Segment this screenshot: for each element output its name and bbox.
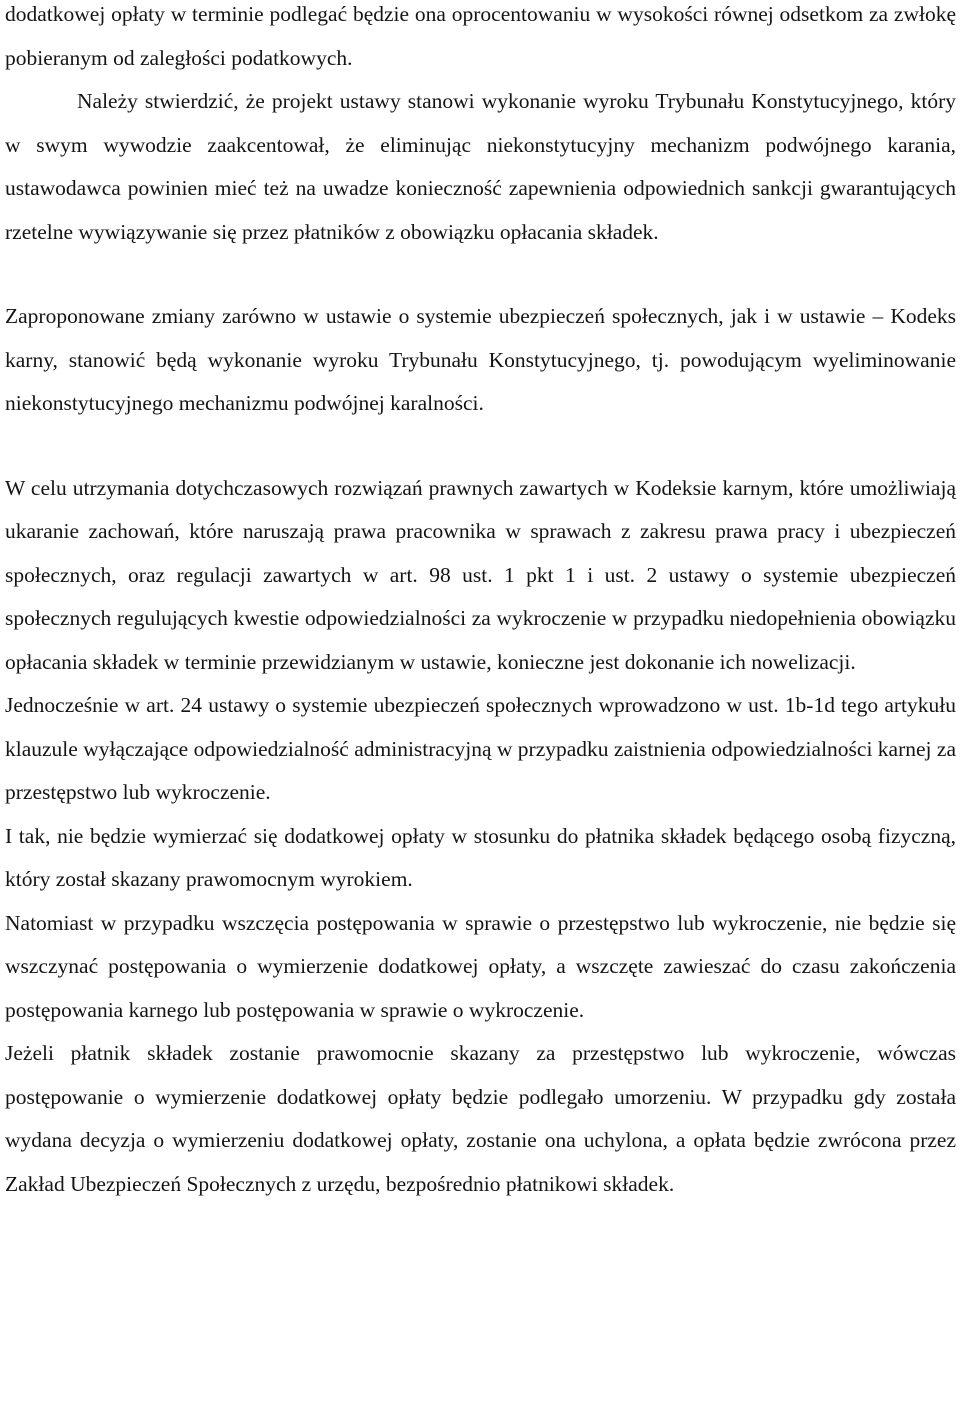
paragraph-proposed-changes: Zaproponowane zmiany zarówno w ustawie o systemie ubezpieczeń społecznych, jak i w ustawie – Kodeks karny, stanowić będą wykonanie wyroku Trybunału Konstytucyjnego, tj. powodującym wyeliminowanie niekonstytucyjnego mechanizmu podwójnej karalności. xyxy=(5,304,956,415)
document-page xyxy=(5,0,956,1206)
paragraph-continuation: dodatkowej opłaty w terminie podlegać będzie ona oprocentowaniu w wysokości równej odsetkom za zwłokę pobieranym od zaległości podatkowych. xyxy=(5,2,956,70)
paragraph-penal-code: W celu utrzymania dotychczasowych rozwiązań prawnych zawartych w Kodeksie karnym, które umożliwiają ukaranie zachowań, które naruszają prawa pracownika w sprawach z zakresu prawa pracy i ubezpieczeń społecznych, oraz regulacji zawartych w art. 98 ust. 1 pkt 1 i ust. 2 ustawy o systemie ubezpieczeń społecznych regulujących kwestie odpowiedzialności za wykroczenie w przypadku niedopełnienia obowiązku opłacania składek w terminie przewidzianym w ustawie, konieczne jest dokonanie ich nowelizacji. xyxy=(5,475,956,674)
paragraph-conviction: Jeżeli płatnik składek zostanie prawomocnie skazany za przestępstwo lub wykroczenie, wówczas postępowanie o wymierzenie dodatkowej opłaty będzie podlegało umorzeniu. W przypadku gdy została wydana decyzja o wymierzeniu dodatkowej opłaty, zostanie ona uchylona, a opłata będzie zwrócona przez Zakład Ubezpieczeń Społecznych z urzędu, bezpośrednio płatnikowi składek. xyxy=(5,1041,956,1196)
paragraph-no-fee: I tak, nie będzie wymierzać się dodatkowej opłaty w stosunku do płatnika składek będącego osobą fizyczną, który został skazany prawomocnym wyrokiem. xyxy=(5,823,956,891)
paragraph-article-24: Jednocześnie w art. 24 ustawy o systemie ubezpieczeń społecznych wprowadzono w ust. 1b-1d tego artykułu klauzule wyłączające odpowiedzialność administracyjną w przypadku zaistnienia odpowiedzialności karnej za przestępstwo lub wykroczenie. xyxy=(5,693,956,804)
paragraph-proceedings: Natomiast w przypadku wszczęcia postępowania w sprawie o przestępstwo lub wykroczenie, nie będzie się wszczynać postępowania o wymierzenie dodatkowej opłaty, a wszczęte zawieszać do czasu zakończenia postępowania karnego lub postępowania w sprawie o wykroczenie. xyxy=(5,910,956,1022)
paragraph-tribunal-judgment: Należy stwierdzić, że projekt ustawy stanowi wykonanie wyroku Trybunału Konstytucyjnego, który w swym wywodzie zaakcentował, że eliminując niekonstytucyjny mechanizm podwójnego karania, ustawodawca powinien mieć też na uwadze konieczność zapewnienia odpowiednich sankcji gwarantujących rzetelne wywiązywanie się przez płatników z obowiązku opłacania składek. xyxy=(5,89,956,244)
